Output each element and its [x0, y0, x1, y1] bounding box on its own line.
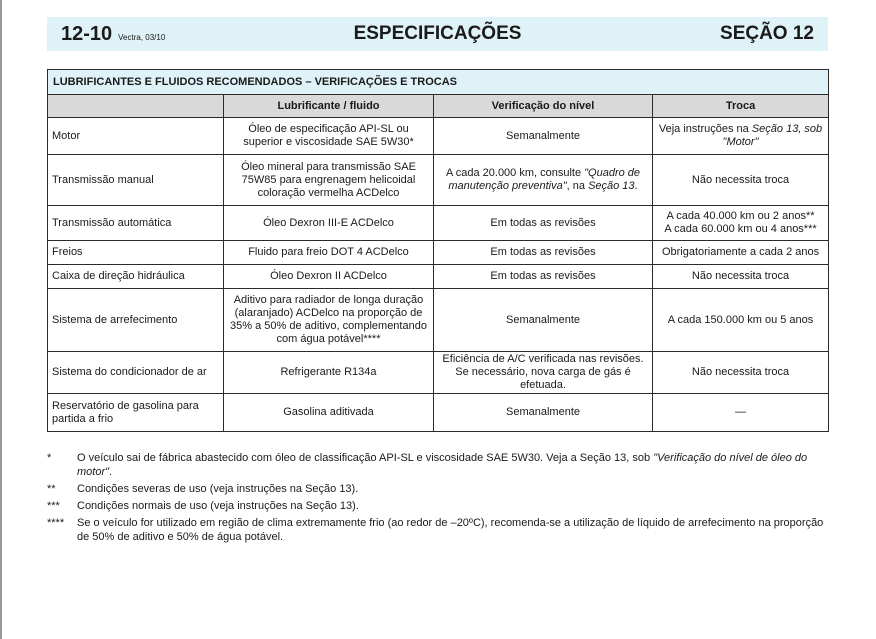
- lubricants-table: [47, 69, 829, 432]
- row-item: Transmissão manual: [48, 155, 224, 206]
- footnote-text: Se o veículo for utilizado em região de clima extremamente frio (ao redor de –20ºC), recomenda-se a utilização de líquido de arrefecimento na proporção de 50% de aditivo e 50% de água potável.: [77, 517, 824, 543]
- column-header-fluid: Lubrificante / fluido: [224, 95, 434, 118]
- footnote: [47, 516, 828, 544]
- table-row: [48, 241, 829, 265]
- row-change-line-1: A cada 40.000 km ou 2 anos**: [666, 210, 815, 222]
- row-fluid: Aditivo para radiador de longa duração (alaranjado) ACDelco na proporção de 35% a 50% de aditivo, complementando com água potável****: [224, 289, 434, 352]
- section-label: SEÇÃO 12: [720, 23, 814, 44]
- row-item: Sistema do condicionador de ar: [48, 352, 224, 394]
- page-edge-rule: [0, 0, 2, 639]
- footnote: [47, 451, 828, 479]
- footnote-text: [77, 451, 828, 479]
- row-check: Semanalmente: [434, 394, 653, 432]
- row-fluid: Óleo de especificação API-SL ou superior e viscosidade SAE 5W30*: [224, 118, 434, 155]
- footnote-suffix: .: [109, 466, 113, 478]
- page-header: [47, 17, 828, 51]
- row-change: A cada 150.000 km ou 5 anos: [653, 289, 829, 352]
- table-row: [48, 118, 829, 155]
- row-check: Em todas as revisões: [434, 206, 653, 241]
- table-row: [48, 289, 829, 352]
- row-item: Sistema de arrefecimento: [48, 289, 224, 352]
- column-header-check: Verificação do nível: [434, 95, 653, 118]
- column-header-change: Troca: [653, 95, 829, 118]
- row-check: Em todas as revisões: [434, 241, 653, 265]
- page-number: 12-10: [61, 22, 113, 45]
- row-check-mid: , na: [566, 180, 589, 192]
- footnote: [47, 482, 828, 496]
- table-row: [48, 352, 829, 394]
- column-header-item: [48, 95, 224, 118]
- row-item: Motor: [48, 118, 224, 155]
- footnote-text: Condições severas de uso (veja instruções na Seção 13).: [77, 483, 359, 495]
- footnote-mark: **: [47, 483, 56, 495]
- footnotes: [47, 451, 828, 547]
- row-item: Freios: [48, 241, 224, 265]
- row-check: Semanalmente: [434, 289, 653, 352]
- row-check-reference: "Quadro de manutenção preventiva": [448, 167, 641, 192]
- footnote-mark: ***: [47, 500, 60, 512]
- footnote: [47, 499, 828, 513]
- row-check-text: A cada 20.000 km, consulte: [445, 167, 585, 179]
- footnote-mark: ****: [47, 517, 65, 529]
- row-check-suffix: .: [634, 180, 638, 192]
- row-change: Não necessita troca: [653, 352, 829, 394]
- footnote-body: O veículo sai de fábrica abastecido com óleo de classificação API-SL e viscosidade SAE 5W30. Veja a Seção 13, sob: [77, 452, 654, 464]
- page-reference: Vectra, 03/10: [118, 32, 166, 42]
- row-change-reference: Seção 13, sob "Motor": [722, 123, 823, 148]
- footnote-mark: *: [47, 452, 52, 464]
- row-item: Transmissão automática: [48, 206, 224, 241]
- table-caption: LUBRIFICANTES E FLUIDOS RECOMENDADOS – VERIFICAÇÕES E TROCAS: [48, 70, 829, 95]
- footnote-reference: "Verificação do nível de óleo do motor": [77, 452, 808, 478]
- table-row: [48, 265, 829, 289]
- row-fluid: Gasolina aditivada: [224, 394, 434, 432]
- footnote-text: Condições normais de uso (veja instruções na Seção 13).: [77, 500, 359, 512]
- row-change: Não necessita troca: [653, 155, 829, 206]
- table-row: [48, 206, 829, 241]
- row-check: [434, 155, 653, 206]
- row-change-text: Veja instruções na: [658, 123, 752, 135]
- row-check: Em todas as revisões: [434, 265, 653, 289]
- row-fluid: Óleo Dexron II ACDelco: [224, 265, 434, 289]
- row-change: Obrigatoriamente a cada 2 anos: [653, 241, 829, 265]
- row-change-line-2: A cada 60.000 km ou 4 anos***: [664, 223, 817, 235]
- row-fluid: Fluido para freio DOT 4 ACDelco: [224, 241, 434, 265]
- row-check: Semanalmente: [434, 118, 653, 155]
- page-title: ESPECIFICAÇÕES: [353, 23, 522, 44]
- row-change: [653, 118, 829, 155]
- row-change: [653, 206, 829, 241]
- row-check: Eficiência de A/C verificada nas revisões. Se necessário, nova carga de gás é efetuada.: [434, 352, 653, 394]
- row-item: Caixa de direção hidráulica: [48, 265, 224, 289]
- table-row: [48, 394, 829, 432]
- row-fluid: Refrigerante R134a: [224, 352, 434, 394]
- table-row: [48, 155, 829, 206]
- row-fluid: Óleo Dexron III-E ACDelco: [224, 206, 434, 241]
- row-change: —: [653, 394, 829, 432]
- row-check-section: Seção 13: [588, 180, 635, 192]
- row-fluid: Óleo mineral para transmissão SAE 75W85 para engrenagem helicoidal coloração vermelha ACDelco: [224, 155, 434, 206]
- row-item: Reservatório de gasolina para partida a frio: [48, 394, 224, 432]
- row-change: Não necessita troca: [653, 265, 829, 289]
